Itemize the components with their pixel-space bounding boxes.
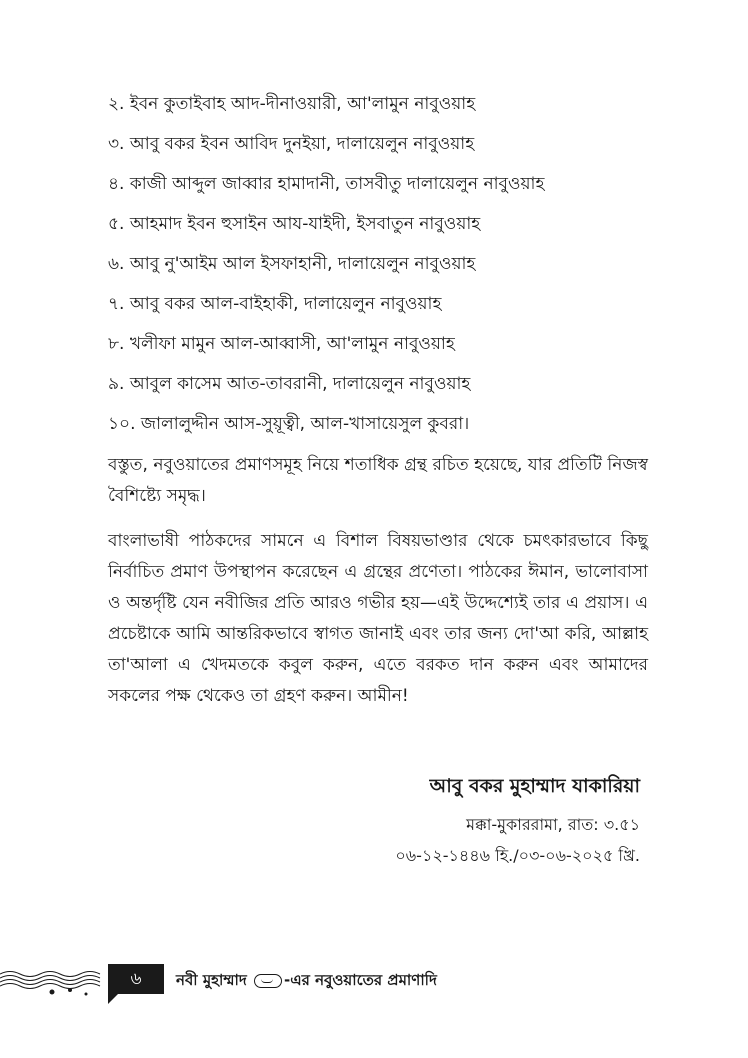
list-item: ১০. জালালুদ্দীন আস-সুয়ূত্বী, আল-খাসায়েসুল কুবরা। [108, 414, 470, 434]
signature-date: ০৬-১২-১৪৪৬ হি./০৩-০৬-২০২৫ খ্রি. [395, 846, 640, 865]
list-item: ৯. আবুল কাসেম আত-তাবরানী, দালায়েলুন নাবুওয়াহ [108, 374, 471, 394]
list-item: ৭. আবু বকর আল-বাইহাকী, দালায়েলুন নাবুওয়াহ [108, 294, 442, 314]
page-footer [0, 960, 748, 1010]
paragraph-summary: বস্তুত, নবুওয়াতের প্রমাণসমূহ নিয়ে শতাধিক গ্রন্থ রচিত হয়েছে, যার প্রতিটি নিজস্ব বৈশিষ্ট্যে সমৃদ্ধ। [108, 455, 648, 506]
page-number-tab-notch [108, 994, 118, 1004]
list-item: ৪. কাজী আব্দুল জাব্বার হামাদানী, তাসবীতু দালায়েলুন নাবুওয়াহ [108, 174, 545, 194]
list-item: ৬. আবু নু'আইম আল ইসফাহানী, দালায়েলুন নাবুওয়াহ [108, 254, 476, 274]
reference-list [108, 84, 668, 444]
page-number: ৬ [108, 964, 164, 994]
paragraph-endorsement: বাংলাভাষী পাঠকদের সামনে এ বিশাল বিষয়ভাণ্ডার থেকে চমৎকারভাবে কিছু নির্বাচিত প্রমাণ উপস্থাপন করেছেন এ গ্রন্থের প্রণেতা। পাঠকের ঈমান, ভালোবাসা ও অন্তর্দৃষ্টি যেন নবীজির প্রতি আরও গভীর হয়—এই উদ্দেশ্যেই তার এ প্রয়াস। এ প্রচেষ্টাকে আমি আন্তরিকভাবে স্বাগত জানাই এবং তার জন্য দো'আ করি, আল্লাহ তা'আলা এ খেদমতকে কবুল করুন, এতে বরকত দান করুন এবং আমাদের সকলের পক্ষ থেকেও তা গ্রহণ করুন। আমীন! [108, 531, 648, 706]
book-title-end: -এর নবুওয়াতের প্রমাণাদি [283, 971, 437, 989]
list-item: ৩. আবু বকর ইবন আবিদ দুনইয়া, দালায়েলুন নাবুওয়াহ [108, 134, 475, 154]
signature-name: আবু বকর মুহাম্মাদ যাকারিয়া [429, 775, 640, 797]
list-item: ২. ইবন কুতাইবাহ আদ-দীনাওয়ারী, আ'লামুন নাবুওয়াহ [108, 94, 476, 114]
book-title-start: নবী মুহাম্মাদ [176, 971, 247, 989]
list-item: ৫. আহমাদ ইবন হুসাইন আয-যাইদী, ইসবাতুন নাবুওয়াহ [108, 214, 481, 234]
salutation-icon [254, 974, 282, 988]
list-item: ৮. খলীফা মামুন আল-আব্বাসী, আ'লামুন নাবুওয়াহ [108, 334, 455, 354]
signature-place-time: মক্কা-মুকাররামা, রাত: ৩.৫১ [466, 815, 640, 834]
running-header-title [176, 968, 437, 992]
decorative-waves-ornament [0, 960, 110, 1010]
